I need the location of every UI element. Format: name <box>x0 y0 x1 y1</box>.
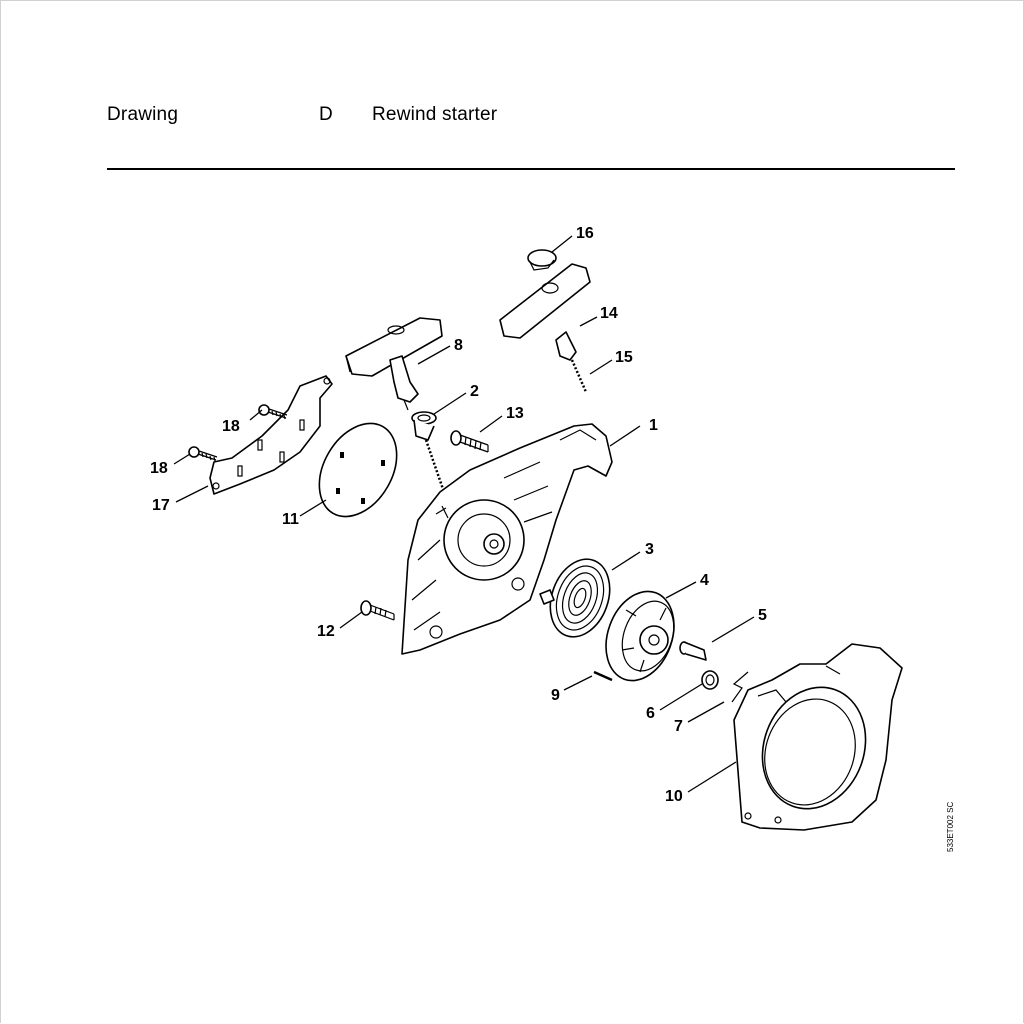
part-label-7: 7 <box>674 718 683 735</box>
disc-part <box>304 410 413 531</box>
screw-part-12 <box>361 601 394 620</box>
pawl-part <box>680 642 706 660</box>
part-label-16: 16 <box>576 225 594 242</box>
screw-part-18-lower <box>189 447 217 461</box>
bracket-plate-part <box>210 376 332 494</box>
part-label-13: 13 <box>506 405 524 422</box>
part-label-2: 2 <box>470 383 479 400</box>
part-label-5: 5 <box>758 607 767 624</box>
part-label-8: 8 <box>454 337 463 354</box>
fan-housing-cover-part <box>734 644 902 830</box>
starter-rope <box>426 440 444 492</box>
part-label-10: 10 <box>665 788 683 805</box>
page-title: Rewind starter <box>372 104 498 125</box>
part-label-11: 11 <box>282 511 299 528</box>
rope-part-15 <box>572 360 586 392</box>
washer-part <box>702 671 718 689</box>
part-label-9: 9 <box>551 687 560 704</box>
part-label-18-upper: 18 <box>222 418 240 435</box>
starter-handle-part-8 <box>346 318 442 410</box>
screw-part-13 <box>451 431 488 452</box>
part-label-6: 6 <box>646 705 655 722</box>
part-label-12: 12 <box>317 623 335 640</box>
part-label-15: 15 <box>615 349 633 366</box>
part-label-14: 14 <box>600 305 618 322</box>
part-label-1: 1 <box>649 417 658 434</box>
cap-part <box>528 250 556 270</box>
section-label: Drawing <box>107 104 179 125</box>
section-code: D <box>319 104 333 125</box>
part-label-3: 3 <box>645 541 654 558</box>
drawing-code: 533ET002 SC <box>946 801 955 852</box>
rope-guide-bush-part <box>412 412 436 440</box>
screw-part-18-upper <box>259 405 287 419</box>
rope-part-9 <box>594 672 612 680</box>
part-label-18-lower: 18 <box>150 460 168 477</box>
part-label-17: 17 <box>152 497 170 514</box>
part-label-4: 4 <box>700 572 709 589</box>
starter-handle-part-14 <box>500 264 590 360</box>
